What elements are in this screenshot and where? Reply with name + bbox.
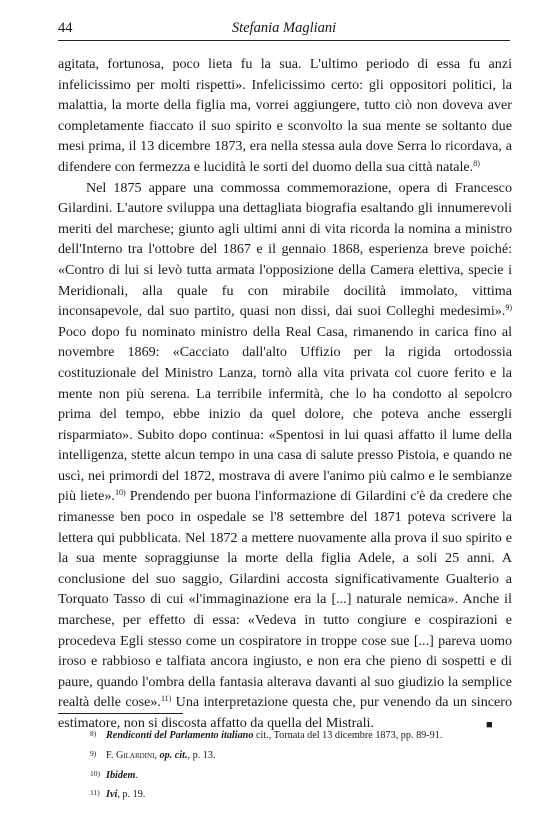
note-ref-11: 11) [160,694,172,704]
footnote-11 [90,785,510,805]
note-ref-10: 10) [114,488,126,498]
footnote-text: cit., Tornata del 13 dicembre 1873, pp. 89-91. [253,730,443,741]
footnote-rule [58,713,183,714]
footnote-number: 10) [90,768,100,778]
footnote-title: Rendiconti del Parlamento italiano [106,730,254,741]
footnote-author: F. Gilardini [106,749,155,761]
paragraph-2-part-d: Una interpretazione questa che, pur venendo da un sincero estimatore, non si discosta affatto da quella del Mistrali. [58,694,512,731]
footnote-8 [90,726,510,746]
paragraph-1-text: agitata, fortunosa, poco lieta fu la sua. L'ultimo periodo di essa fu anzi infelicissimo per molti rispetti». Infelicissimo certo: gli oppositori politici, la malattia, la morte della figlia ma, vorrei aggiungere, tutto ciò non doveva aver completamente fiaccato il suo spirito e sconvolto la sua mente se soltanto due mesi prima, il 13 dicembre 1873, era nella stessa aula dove Serra lo ricordava, a difendere con fermezza e lucidità le sorti del duomo della sua città natale. [58,56,512,175]
page-header [58,20,510,41]
footnote-title: op. cit. [159,749,188,761]
paragraph-2 [58,178,512,734]
footnote-number: 8) [90,729,97,738]
running-head: Stefania Magliani [231,20,337,36]
footnote-number: 11) [90,788,100,798]
footnote-number: 9) [90,748,97,758]
footnote-separator: , [154,749,160,761]
paragraph-2-part-a: Nel 1875 appare una commossa commemorazione, opera di Francesco Gilardini. L'autore sviluppa una dettagliata biografia esaltando gli innumerevoli meriti del marchese; giunto agli ultimi anni di vita ricorda la nomina a ministro dell'Interno tra l'ottobre del 1867 e il gennaio 1868, esperienza breve poiché: «Contro di lui si levò tutta armata l'opposizione della Camera elettiva, specie i Meridionali, alla quale fu con mirabile docilità immolato, vittima inconsapevole, dal suo partito, quasi non dissi, dai suoi Colleghi medesimi». [58,179,512,320]
footnote-text: , p. 19. [117,789,146,801]
page-number: 44 [58,20,73,36]
footnotes [90,726,510,805]
paragraph-2-part-c: Prendendo per buona l'informazione di Gilardini c'è da credere che rimanesse ben poco in ospedale se l'8 settembre del 1871 poteva scrivere la lettera qui pubblicata. Nel 1872 a mettere nuovamente alla prova il suo spirito e la sua mente sopraggiunse la morte della figlia Adele, a soli 25 anni. A conclusione del suo saggio, Gilardini accosta significativamente Gualterio a Torquato Tasso di cui «l'immaginazione era la [...] naturale nemica». Anche il marchese, per effetto di essa: «Vedeva in tutto congiure e cospirazioni e procedeva Egli stesso come un cospiratore in troppe cose sue [...] pareva uomo iroso e rabbioso e talfiata ancora ingiusto, e non era che pieno di sospetti e di paure, quando l'ombra della fantasia alterava davanti al suo giudizio la semplice realtà delle cose». [58,488,512,711]
footnote-text: . [135,769,138,781]
body-text [58,54,512,734]
footnote-title: Ivi [106,789,118,801]
paragraph-1 [58,54,512,178]
margin-mark: ■ [486,719,493,731]
footnote-text: , p. 13. [187,749,216,761]
footnote-title: Ibidem [106,769,136,781]
paragraph-2-part-b: Poco dopo fu nominato ministro della Real Casa, rimanendo in carica fino al novembre 1869: «Cacciato dall'alto Uffizio per la rigida ortodossia costituzionale del Ministro Lanza, tornò alla vita privata col cuore ferito e la mente non più serena. La terribile infermità, che lo ha condotto al sepolcro prima del tempo, ebbe inizio da quel dolore, che poteva anche essergli risparmiato». Subito dopo continua: «Spentosi in lui quasi affatto il lume della intelligenza, stette alcun tempo in una casa di salute presso Pistoia, e quando ne uscì, nei primordi del 1872, mostrava di avere l'animo più calmo e le sembianze più liete». [58,323,512,505]
note-ref-9: 9) [505,303,512,313]
note-ref-8: 8) [473,158,480,168]
footnote-10 [90,766,510,786]
footnote-9 [90,746,510,766]
